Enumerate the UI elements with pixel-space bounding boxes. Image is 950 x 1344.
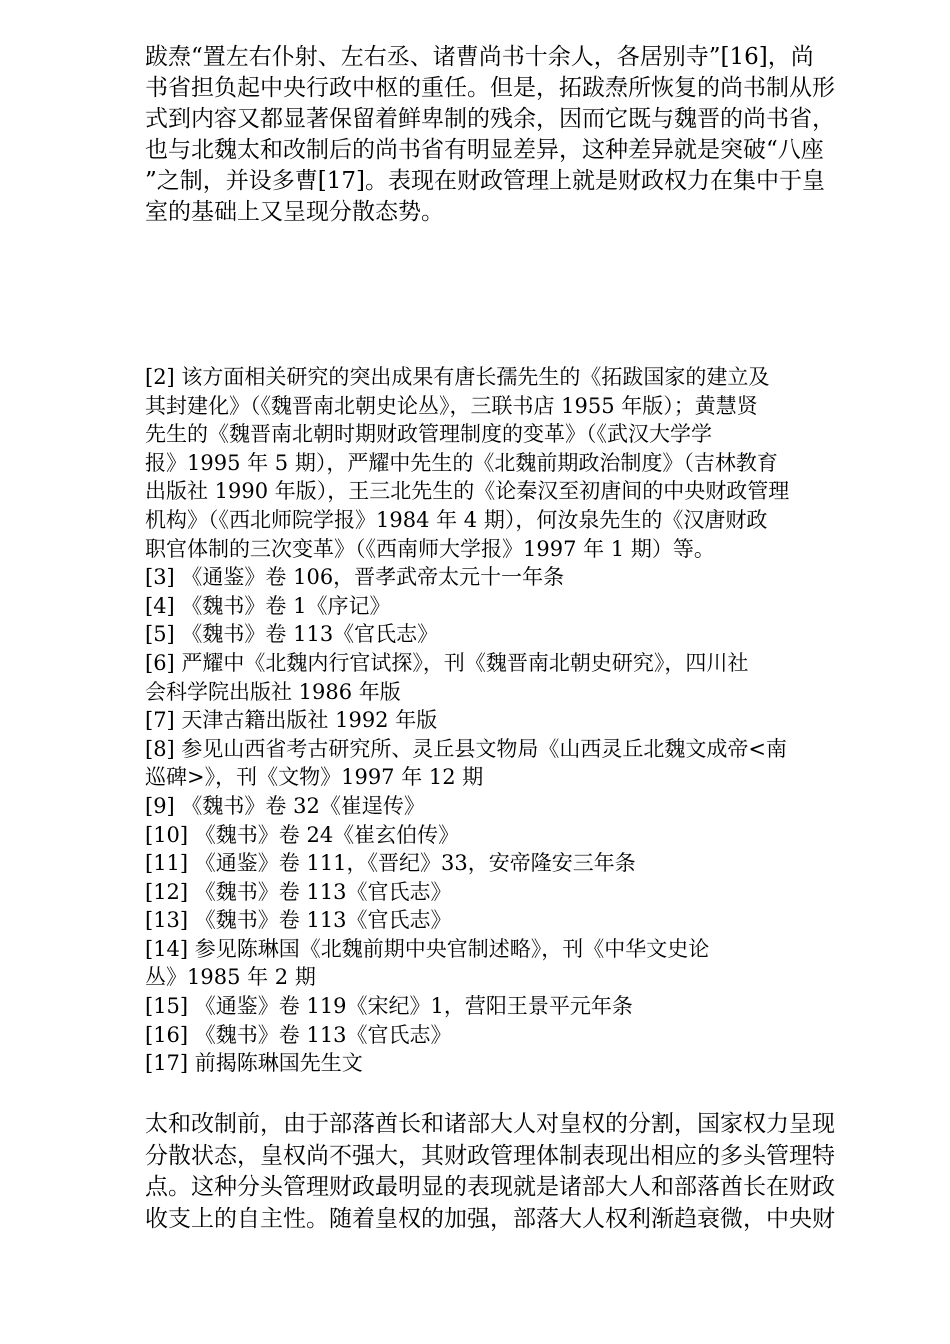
footnote-7: [7] 天津古籍出版社 1992 年版 [145, 708, 438, 733]
footnote-13: [13] 《魏书》卷 113《官氏志》 [145, 908, 452, 933]
footnote-9: [9] 《魏书》卷 32《崔逞传》 [145, 793, 425, 818]
footnote-8: [8] 参见山西省考古研究所、灵丘县文物局《山西灵丘北魏文成帝<南 巡碑>》，刊《文物》1997 年 12 期 [145, 736, 788, 790]
footnote-15: [15] 《通鉴》卷 119《宋纪》1，营阳王景平元年条 [145, 994, 633, 1019]
footnote-11: [11] 《通鉴》卷 111，《晋纪》33，安帝隆安三年条 [145, 851, 636, 876]
footnote-2: [2] 该方面相关研究的突出成果有唐长孺先生的《拓跋国家的建立及 其封建化》（《魏晋南北朝史论丛》，三联书店 1955 年版）；黄慧贤 先生的《魏晋南北朝时期财政管理制度的变革》（《武汉大学学 报》1995 年 5 期），严耀中先生的《北魏前期政治制度》（吉林教育 出版社 1990 年版），王三北先生的《论秦汉至初唐间的中央财政管理 机构》（《西北师院学报》1984 年 4 期），何汝泉先生的《汉唐财政 职官体制的三次变革》（《西南师大学报》1997 年 1 期）等。 [145, 365, 790, 561]
bottom-paragraph: 太和改制前，由于部落酋长和诸部大人对皇权的分割，国家权力呈现 分散状态，皇权尚不强大，其财政管理体制表现出相应的多头管理特 点。这种分头管理财政最明显的表现就是诸部大人和部落酋长在财政 收支上的自主性。随着皇权的加强，部落大人权利渐趋衰微，中央财 [145, 1111, 835, 1232]
footnote-12: [12] 《魏书》卷 113《官氏志》 [145, 879, 452, 904]
footnote-4: [4] 《魏书》卷 1《序记》 [145, 593, 391, 618]
footnote-6: [6] 严耀中《北魏内行官试探》，刊《魏晋南北朝史研究》，四川社 会科学院出版社 1986 年版 [145, 650, 749, 704]
footnote-3: [3] 《通鉴》卷 106，晋孝武帝太元十一年条 [145, 565, 565, 590]
footnote-14: [14] 参见陈琳国《北魏前期中央官制述略》，刊《中华文史论 丛》1985 年 2 期 [145, 936, 710, 990]
document-page [145, 42, 880, 228]
footnote-16: [16] 《魏书》卷 113《官氏志》 [145, 1022, 452, 1047]
footnotes-list [145, 363, 880, 1078]
top-paragraph: 跋焘“置左右仆射、左右丞、诸曹尚书十余人，各居别寺”[16]，尚 书省担负起中央行政中枢的重任。但是，拓跋焘所恢复的尚书制从形 式到内容又都显著保留着鲜卑制的残余，因而它既与魏晋的尚书省， 也与北魏太和改制后的尚书省有明显差异，这种差异就是突破“八座 ”之制，并设多曹[17]。表现在财政管理上就是财政权力在集中于皇 室的基础上又呈现分散态势。 [145, 44, 835, 225]
footnote-10: [10] 《魏书》卷 24《崔玄伯传》 [145, 822, 460, 847]
footnote-17: [17] 前揭陈琳国先生文 [145, 1051, 363, 1076]
footnote-5: [5] 《魏书》卷 113《官氏志》 [145, 622, 439, 647]
